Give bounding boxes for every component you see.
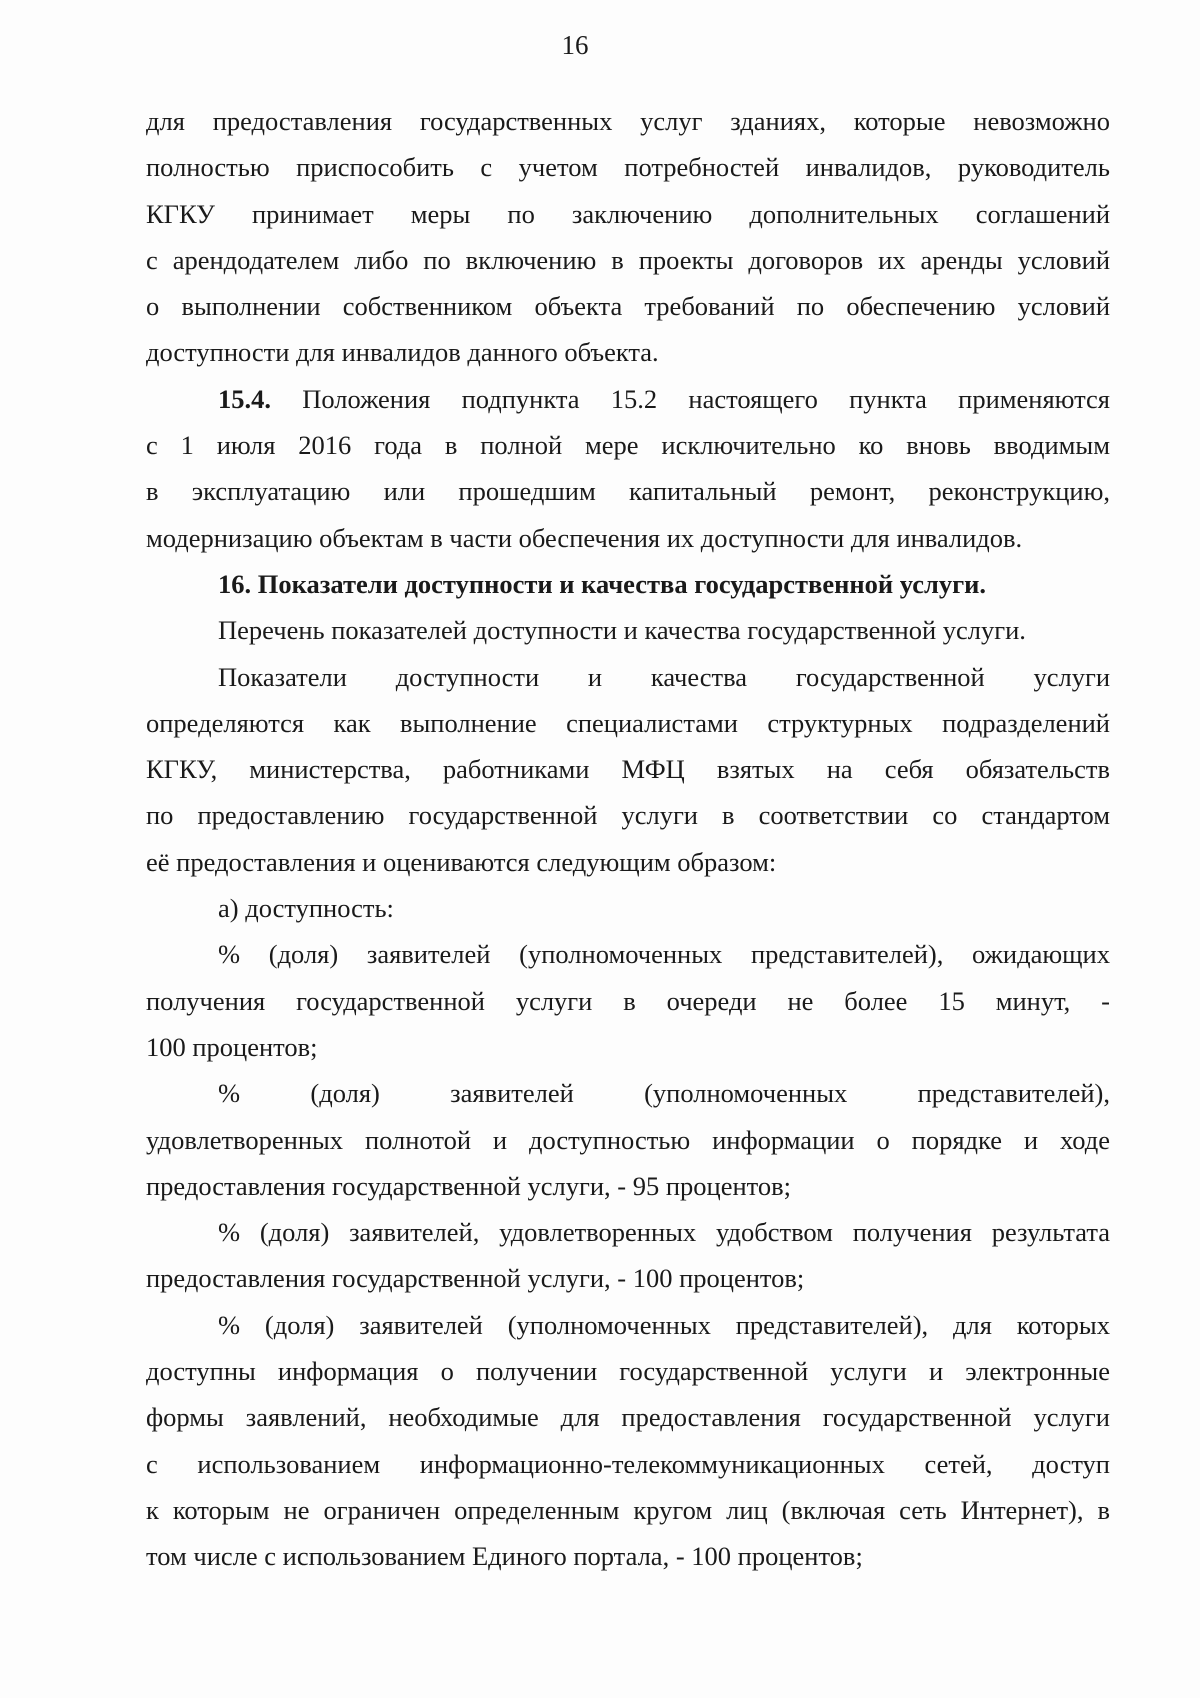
- indicator-queue-wait: [146, 931, 1110, 1070]
- text-line: предоставления государственной услуги, - 95 процентов;: [146, 1170, 792, 1201]
- paragraph-15-4: [146, 376, 1110, 561]
- text-line: % (доля) заявителей, удовлетворенных удобством получения результата: [218, 1217, 1110, 1248]
- text-line: получения государственной услуги в очереди не более 15 минут, -: [146, 985, 1110, 1016]
- clause-number: 15.4.: [218, 383, 271, 414]
- page-number: 16: [561, 30, 589, 60]
- text-line: модернизацию объектам в части обеспечения их доступности для инвалидов.: [146, 522, 1023, 553]
- text-line: Показатели доступности и качества государственной услуги: [218, 661, 1110, 692]
- text-line: том числе с использованием Единого портала, - 100 процентов;: [146, 1541, 863, 1572]
- text-line: доступности для инвалидов данного объекта.: [146, 337, 659, 368]
- text-line: удовлетворенных полнотой и доступностью информации о порядке и ходе: [146, 1124, 1110, 1155]
- text-line: % (доля) заявителей (уполномоченных представителей), для которых: [218, 1309, 1110, 1340]
- indicator-information-satisfaction: [146, 1070, 1110, 1209]
- text-line: КГКУ, министерства, работниками МФЦ взятых на себя обязательств: [146, 754, 1110, 785]
- section-heading-16: 16. Показатели доступности и качества государственной услуги.: [218, 568, 987, 599]
- text-line: в эксплуатацию или прошедшим капитальный ремонт, реконструкцию,: [146, 476, 1110, 507]
- text-line: её предоставления и оцениваются следующим образом:: [146, 846, 777, 877]
- text-line: по предоставлению государственной услуги в соответствии со стандартом: [146, 800, 1110, 831]
- text-line: определяются как выполнение специалистами структурных подразделений: [146, 707, 1110, 738]
- text-line: о выполнении собственником объекта требований по обеспечению условий: [146, 291, 1110, 322]
- text-line: для предоставления государственных услуг зданиях, которые невозможно: [146, 106, 1110, 136]
- indicator-result-convenience: [146, 1209, 1110, 1302]
- text-line: доступны информация о получении государственной услуги и электронные: [146, 1356, 1110, 1387]
- text-line: КГКУ принимает меры по заключению дополнительных соглашений: [146, 198, 1110, 229]
- text-line: 100 процентов;: [146, 1031, 318, 1062]
- text-line: к которым не ограничен определенным кругом лиц (включая сеть Интернет), в: [146, 1494, 1110, 1525]
- text-line: % (доля) заявителей (уполномоченных представителей),: [218, 1078, 1110, 1109]
- clause-text: Положения подпункта 15.2 настоящего пункта применяются: [271, 383, 1110, 414]
- document-body: [146, 98, 1110, 1580]
- indicator-electronic-forms: [146, 1302, 1110, 1580]
- text-line: формы заявлений, необходимые для предоставления государственной услуги: [146, 1402, 1110, 1433]
- text-line: с 1 июля 2016 года в полной мере исключительно ко вновь вводимым: [146, 430, 1110, 461]
- text-line: с арендодателем либо по включению в проекты договоров их аренды условий: [146, 244, 1110, 275]
- text-line: % (доля) заявителей (уполномоченных представителей), ожидающих: [218, 939, 1110, 970]
- paragraph-indicators-definition: [146, 654, 1110, 885]
- paragraph-accessibility-buildings: [146, 98, 1110, 376]
- text-line: с использованием информационно-телекоммуникационных сетей, доступ: [146, 1448, 1110, 1479]
- list-heading-accessibility: а) доступность:: [218, 893, 394, 924]
- paragraph-indicators-list-title: Перечень показателей доступности и качества государственной услуги.: [218, 615, 1026, 646]
- text-line: предоставления государственной услуги, - 100 процентов;: [146, 1263, 805, 1294]
- text-line: полностью приспособить с учетом потребностей инвалидов, руководитель: [146, 152, 1110, 183]
- text-line: [146, 376, 1110, 422]
